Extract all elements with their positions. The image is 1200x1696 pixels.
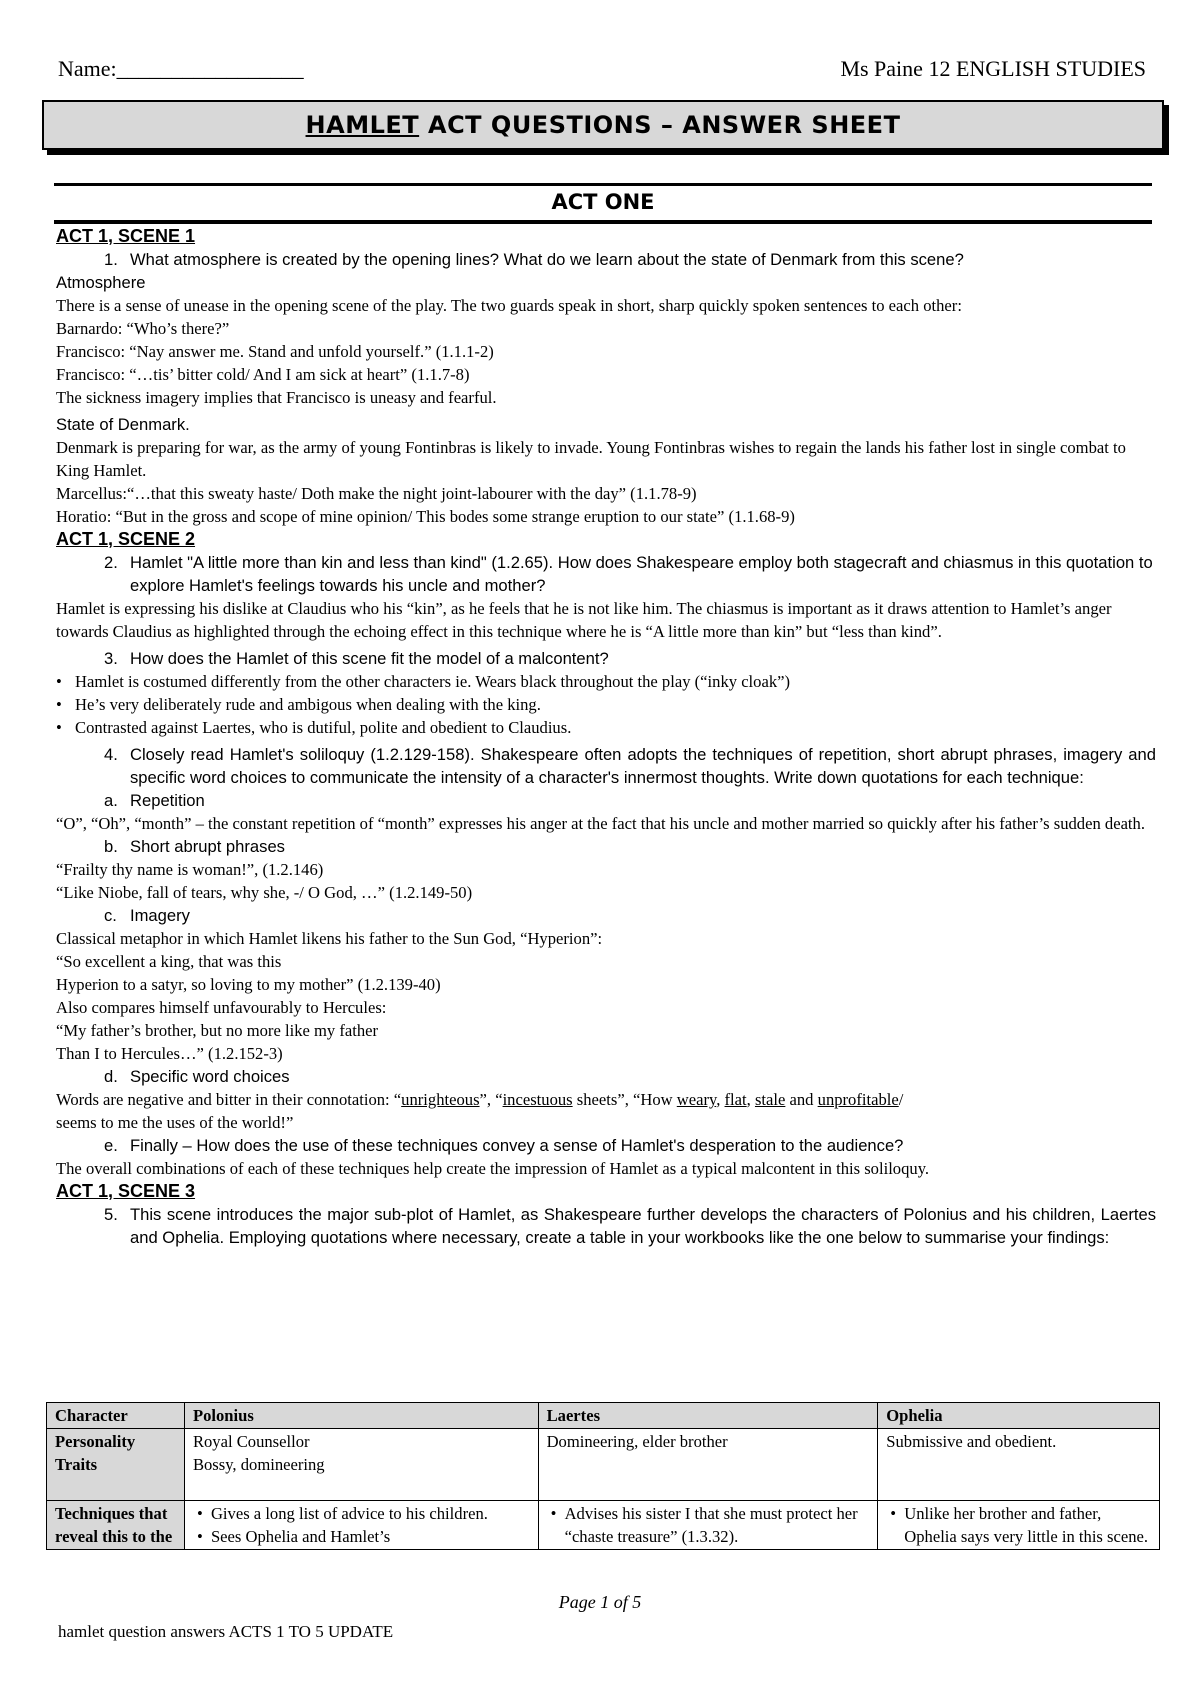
answer-text: , xyxy=(746,1090,755,1109)
answer-quote: “My father’s brother, but no more like my father xyxy=(56,1021,379,1040)
sub-title: Short abrupt phrases xyxy=(130,837,285,856)
table-cell: Submissive and obedient. xyxy=(878,1429,1160,1501)
header-cell: Polonius xyxy=(184,1403,538,1429)
answer-quote: Marcellus:“…that this sweaty haste/ Doth make the night joint-labourer with the day” (1.1.78-9) xyxy=(56,484,697,503)
sub-title: Imagery xyxy=(130,906,190,925)
sub-question-c xyxy=(56,904,1156,927)
act-heading-bottom-rule xyxy=(54,220,1152,224)
underlined-word: flat xyxy=(724,1090,747,1109)
sub-label: c. xyxy=(104,906,117,925)
cell-bullet: • Unlike her brother and father, Ophelia says very little in this scene. xyxy=(886,1502,1151,1548)
cell-bullet: • Gives a long list of advice to his children. xyxy=(193,1502,530,1525)
table-row xyxy=(47,1429,1160,1501)
table-cell xyxy=(184,1501,538,1550)
question-text: How does the Hamlet of this scene fit the model of a malcontent? xyxy=(130,649,609,668)
cell-bullet: • Sees Ophelia and Hamlet’s xyxy=(193,1525,530,1548)
sub-question-b xyxy=(56,835,1156,858)
answer-text: Hamlet is expressing his dislike at Claudius who his “kin”, as he feels that he is not like him. The chiasmus is important as it draws attention to Hamlet’s anger towards Claudius as highlighted through the echoing effect in this technique where he is “A little more than kin” but “less than kind”. xyxy=(56,599,1112,641)
sub-question-e xyxy=(56,1134,1156,1157)
answer-quote: Francisco: “Nay answer me. Stand and unfold yourself.” (1.1.1-2) xyxy=(56,342,494,361)
row-header-cell: Techniques that reveal this to the xyxy=(47,1501,185,1550)
sub-title: Repetition xyxy=(130,791,205,810)
answer-text: / xyxy=(898,1090,904,1109)
name-field-label: Name:_________________ xyxy=(58,56,304,81)
teacher-course-label: Ms Paine 12 ENGLISH STUDIES xyxy=(840,56,1146,81)
table-cell xyxy=(878,1501,1160,1550)
question-text: Closely read Hamlet's soliloquy (1.2.129-158). Shakespeare often adopts the techniques of repetition, short abrupt phrases, imagery and specific word choices to communicate the intensity of a character's innermost thoughts. Write down quotations for each technique: xyxy=(130,745,1156,787)
question-text: This scene introduces the major sub-plot of Hamlet, as Shakespeare further develops the characters of Polonius and his children, Laertes and Ophelia. Employing quotations where necessary, create a table in your workbooks like the one below to summarise your findings: xyxy=(130,1205,1156,1247)
document-filename: hamlet question answers ACTS 1 TO 5 UPDATE xyxy=(58,1622,394,1641)
table-cell: Domineering, elder brother xyxy=(538,1429,878,1501)
sub-question-a xyxy=(56,789,1156,812)
table-row xyxy=(47,1501,1160,1550)
answer-text: sheets”, “How xyxy=(572,1090,677,1109)
answer-quote: Than I to Hercules…” (1.2.152-3) xyxy=(56,1044,283,1063)
answer-quote: seems to me the uses of the world!” xyxy=(56,1113,294,1132)
cell-bullet: • Advises his sister I that she must protect her “chaste treasure” (1.3.32). xyxy=(547,1502,870,1548)
header-cell: Character xyxy=(47,1403,185,1429)
answer-text: ”, “ xyxy=(479,1090,503,1109)
underlined-word: unrighteous xyxy=(401,1090,480,1109)
question-number: 5. xyxy=(104,1205,118,1224)
sub-title: Specific word choices xyxy=(130,1067,290,1086)
question-5 xyxy=(56,1203,1156,1249)
answer-text: and xyxy=(785,1090,818,1109)
header-cell: Laertes xyxy=(538,1403,878,1429)
question-number: 3. xyxy=(104,649,118,668)
document-title-box xyxy=(42,100,1164,150)
bullet-item: • Contrasted against Laertes, who is dutiful, polite and obedient to Claudius. xyxy=(56,716,1156,739)
title-rest: ACT QUESTIONS – ANSWER SHEET xyxy=(419,111,901,139)
act-heading: ACT ONE xyxy=(551,190,655,214)
question-number: 1. xyxy=(104,250,118,269)
row-header-cell: Personality Traits xyxy=(47,1429,185,1501)
answer-quote: “So excellent a king, that was this xyxy=(56,952,282,971)
question-text: Hamlet "A little more than kin and less than kind" (1.2.65). How does Shakespeare employ both stagecraft and chiasmus in this quotation to explore Hamlet's feelings towards his uncle and mother? xyxy=(130,553,1153,595)
act-heading-top-rule xyxy=(54,183,1152,186)
answer-quote: “Frailty thy name is woman!”, (1.2.146) xyxy=(56,860,324,879)
table-header-row xyxy=(47,1403,1160,1429)
answer-text: The sickness imagery implies that Francisco is uneasy and fearful. xyxy=(56,388,497,407)
title-play: HAMLET xyxy=(305,111,420,139)
atmosphere-label: Atmosphere xyxy=(56,273,146,292)
cell-line: Royal Counsellor xyxy=(192,1432,310,1451)
answer-text: The overall combinations of each of these techniques help create the impression of Hamlet as a typical malcontent in this soliloquy. xyxy=(56,1159,930,1178)
answer-quote: Barnardo: “Who’s there?” xyxy=(56,319,230,338)
answer-word-choices xyxy=(56,1088,1156,1111)
scene-heading-1-2: ACT 1, SCENE 2 xyxy=(56,529,196,549)
underlined-word: incestuous xyxy=(502,1090,573,1109)
answer-text: , xyxy=(716,1090,725,1109)
bullet-item: • Hamlet is costumed differently from the other characters ie. Wears black throughout the play (“inky cloak”) xyxy=(56,670,1156,693)
sub-question-d xyxy=(56,1065,1156,1088)
sub-title: Finally – How does the use of these techniques convey a sense of Hamlet's desperation to the audience? xyxy=(130,1136,904,1155)
underlined-word: stale xyxy=(754,1090,786,1109)
answer-text: Also compares himself unfavourably to Hercules: xyxy=(56,998,387,1017)
page-number: Page 1 of 5 xyxy=(558,1592,642,1612)
answer-quote: Francisco: “…tis’ bitter cold/ And I am sick at heart” (1.1.7-8) xyxy=(56,365,470,384)
question-2 xyxy=(56,551,1156,597)
table-cell xyxy=(538,1501,878,1550)
question-number: 2. xyxy=(104,553,118,572)
header-cell: Ophelia xyxy=(878,1403,1160,1429)
answer-text: Classical metaphor in which Hamlet likens his father to the Sun God, “Hyperion”: xyxy=(56,929,603,948)
character-summary-table xyxy=(46,1402,1160,1550)
underlined-word: unprofitable xyxy=(817,1090,899,1109)
question-3 xyxy=(56,647,1156,670)
sub-label: b. xyxy=(104,837,118,856)
bullet-item: • He’s very deliberately rude and ambigous when dealing with the king. xyxy=(56,693,1156,716)
answer-quote: Horatio: “But in the gross and scope of mine opinion/ This bodes some strange eruption to our state” (1.1.68-9) xyxy=(56,507,795,526)
state-of-denmark-label: State of Denmark. xyxy=(56,415,190,434)
sub-label: a. xyxy=(104,791,118,810)
table-cell xyxy=(184,1429,538,1501)
sub-label: d. xyxy=(104,1067,118,1086)
question-4 xyxy=(56,743,1156,789)
answer-quote: “Like Niobe, fall of tears, why she, -/ O God, …” (1.2.149-50) xyxy=(56,883,473,902)
question-text: What atmosphere is created by the opening lines? What do we learn about the state of Denmark from this scene? xyxy=(130,250,964,269)
underlined-word: weary xyxy=(676,1090,717,1109)
answer-text: “O”, “Oh”, “month” – the constant repetition of “month” expresses his anger at the fact that his uncle and mother married so quickly after his father’s sudden death. xyxy=(56,814,1145,833)
scene-heading-1-3: ACT 1, SCENE 3 xyxy=(56,1181,196,1201)
scene-heading-1-1: ACT 1, SCENE 1 xyxy=(56,226,196,246)
answer-content xyxy=(56,225,1156,1249)
question-number: 4. xyxy=(104,745,118,764)
question-1 xyxy=(56,248,1156,271)
sub-label: e. xyxy=(104,1136,118,1155)
answer-text: Words are negative and bitter in their connotation: “ xyxy=(56,1090,402,1109)
answer-quote: Hyperion to a satyr, so loving to my mother” (1.2.139-40) xyxy=(56,975,441,994)
answer-text: There is a sense of unease in the opening scene of the play. The two guards speak in short, sharp quickly spoken sentences to each other: xyxy=(56,296,962,315)
cell-line: Bossy, domineering xyxy=(192,1455,325,1474)
answer-text: Denmark is preparing for war, as the army of young Fontinbras is likely to invade. Young Fontinbras wishes to regain the lands his father lost in single combat to King Hamlet. xyxy=(56,438,1126,480)
